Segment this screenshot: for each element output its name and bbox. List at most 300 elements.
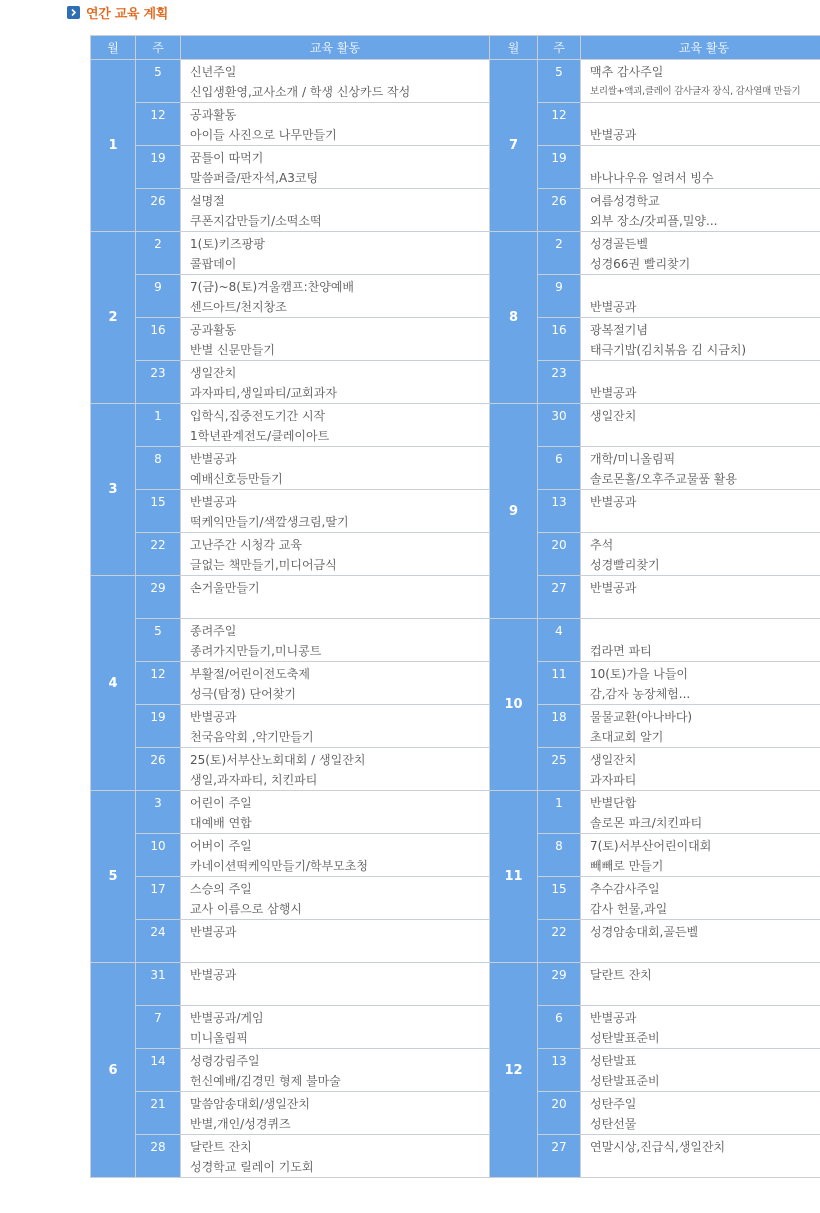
week-cell xyxy=(538,576,581,619)
activity-detail: 성경빨리찾기 xyxy=(590,558,660,572)
week-cell xyxy=(136,662,181,705)
week-cell xyxy=(538,146,581,189)
activity-title: 1(토)키즈팡팡 xyxy=(190,237,265,251)
activity-cell xyxy=(581,705,820,748)
activity-title: 광복절기념 xyxy=(590,323,648,337)
week-cell xyxy=(136,361,181,404)
week-cell xyxy=(538,404,581,447)
week-number: 29 xyxy=(551,968,567,982)
week-cell xyxy=(538,791,581,834)
activity-detail: 성극(탐정) 단어찾기 xyxy=(190,687,296,701)
week-cell xyxy=(538,275,581,318)
week-number: 20 xyxy=(551,1097,567,1111)
activity-title: 생일잔치 xyxy=(190,366,237,380)
activity-title: 반별공과/게임 xyxy=(190,1011,264,1025)
week-cell xyxy=(136,619,181,662)
activity-detail xyxy=(190,942,489,962)
table-row xyxy=(91,576,820,619)
week-number: 27 xyxy=(551,581,567,595)
activity-detail: 글없는 책만들기,미디어금식 xyxy=(190,558,337,572)
activity-title: 7(토)서부산어린이대회 xyxy=(590,839,712,853)
activity-title: 25(토)서부산노회대회 / 생일잔치 xyxy=(190,753,366,767)
week-number: 15 xyxy=(150,495,166,509)
week-cell xyxy=(136,834,181,877)
table-row xyxy=(91,404,820,447)
activity-detail: 교사 이름으로 삼행시 xyxy=(190,902,302,916)
week-number: 24 xyxy=(150,925,166,939)
activity-detail: 외부 장소/갓피플,밀양... xyxy=(590,214,718,228)
activity-detail: 말씀퍼즐/판자석,A3코팅 xyxy=(190,171,319,185)
week-number: 4 xyxy=(555,624,563,638)
activity-detail: 컵라면 파티 xyxy=(590,644,652,658)
week-number: 5 xyxy=(555,65,563,79)
week-number: 19 xyxy=(150,710,166,724)
activity-cell xyxy=(181,361,490,404)
week-number: 29 xyxy=(150,581,166,595)
week-cell xyxy=(538,361,581,404)
week-number: 9 xyxy=(555,280,563,294)
activity-detail: 과자파티 xyxy=(590,773,637,787)
week-cell xyxy=(136,1135,181,1178)
table-row xyxy=(91,619,820,662)
activity-cell xyxy=(581,404,820,447)
week-cell xyxy=(136,748,181,791)
activity-detail: 태극기밥(김치볶음 김 시금치) xyxy=(590,343,747,357)
week-number: 19 xyxy=(150,151,166,165)
activity-title: 반별공과 xyxy=(190,495,237,509)
activity-cell xyxy=(581,318,820,361)
activity-detail: 콜팝데이 xyxy=(190,257,237,271)
activity-cell xyxy=(581,1006,820,1049)
week-number: 23 xyxy=(150,366,166,380)
activity-detail: 헌신예배/김경민 형제 불마술 xyxy=(190,1074,341,1088)
activity-cell xyxy=(581,447,820,490)
table-row xyxy=(91,920,820,963)
table-row xyxy=(91,361,820,404)
table-row xyxy=(91,963,820,1006)
week-number: 26 xyxy=(150,194,166,208)
week-cell xyxy=(136,533,181,576)
activity-detail xyxy=(190,985,489,1005)
week-cell xyxy=(136,920,181,963)
week-number: 16 xyxy=(150,323,166,337)
activity-detail: 신입생환영,교사소개 / 학생 신상카드 작성 xyxy=(190,85,411,99)
activity-detail: 쿠폰지갑만들기/소떡소떡 xyxy=(190,214,322,228)
week-cell xyxy=(538,748,581,791)
activity-title: 성탄발표 xyxy=(590,1054,637,1068)
month-cell: 6 xyxy=(91,963,136,1178)
activity-cell xyxy=(581,920,820,963)
activity-detail: 반별 신문만들기 xyxy=(190,343,275,357)
activity-title: 반별공과 xyxy=(190,925,237,939)
activity-detail: 천국음악회 ,악기만들기 xyxy=(190,730,314,744)
table-row xyxy=(91,705,820,748)
activity-title: 종려주일 xyxy=(190,624,237,638)
activity-cell xyxy=(581,275,820,318)
activity-detail xyxy=(590,985,820,1005)
week-cell xyxy=(538,834,581,877)
activity-title: 반별공과 xyxy=(190,710,237,724)
table-row xyxy=(91,447,820,490)
month-cell: 9 xyxy=(490,404,538,619)
activity-detail xyxy=(190,598,489,618)
header-month: 월 xyxy=(91,36,136,60)
activity-cell xyxy=(581,877,820,920)
activity-title: 성경골든벨 xyxy=(590,237,648,251)
table-row xyxy=(91,318,820,361)
section-title xyxy=(67,4,168,20)
week-cell xyxy=(136,1092,181,1135)
chevron-right-icon xyxy=(67,6,80,19)
activity-title: 개학/미니올림픽 xyxy=(590,452,676,466)
activity-cell xyxy=(181,1006,490,1049)
week-number: 13 xyxy=(551,1054,567,1068)
activity-cell xyxy=(581,361,820,404)
activity-title: 달란트 잔치 xyxy=(190,1140,252,1154)
activity-detail: 아이들 사진으로 나무만들기 xyxy=(190,128,337,142)
activity-title: 달란트 잔치 xyxy=(590,968,652,982)
header-activity: 교육 활동 xyxy=(581,36,820,60)
activity-detail xyxy=(590,426,820,446)
week-cell xyxy=(136,791,181,834)
month-cell: 2 xyxy=(91,232,136,404)
header-month: 월 xyxy=(490,36,538,60)
week-number: 6 xyxy=(555,452,563,466)
week-cell xyxy=(538,705,581,748)
week-number: 2 xyxy=(154,237,162,251)
week-cell xyxy=(538,1135,581,1178)
activity-cell xyxy=(181,748,490,791)
week-cell xyxy=(538,232,581,275)
activity-title xyxy=(590,621,820,641)
week-cell xyxy=(538,189,581,232)
week-number: 26 xyxy=(150,753,166,767)
activity-cell xyxy=(181,404,490,447)
week-cell xyxy=(538,447,581,490)
week-cell xyxy=(538,920,581,963)
week-number: 15 xyxy=(551,882,567,896)
week-number: 21 xyxy=(150,1097,166,1111)
month-cell: 12 xyxy=(490,963,538,1178)
week-cell xyxy=(538,877,581,920)
week-number: 27 xyxy=(551,1140,567,1154)
week-number: 8 xyxy=(555,839,563,853)
week-number: 25 xyxy=(551,753,567,767)
activity-cell xyxy=(181,232,490,275)
activity-cell xyxy=(181,318,490,361)
activity-cell xyxy=(581,146,820,189)
week-cell xyxy=(136,963,181,1006)
week-number: 7 xyxy=(154,1011,162,1025)
activity-title: 공과활동 xyxy=(190,108,237,122)
table-row xyxy=(91,748,820,791)
week-number: 12 xyxy=(150,667,166,681)
activity-title xyxy=(590,363,820,383)
activity-cell xyxy=(581,1049,820,1092)
week-cell xyxy=(538,619,581,662)
activity-detail: 감사 헌물,과일 xyxy=(590,902,668,916)
activity-detail: 떡케익만들기/색깔생크림,딸기 xyxy=(190,515,349,529)
activity-title: 반별공과 xyxy=(590,581,637,595)
month-cell: 7 xyxy=(490,60,538,232)
activity-title: 추석 xyxy=(590,538,614,552)
activity-cell xyxy=(581,963,820,1006)
activity-title: 물물교환(아나바다) xyxy=(590,710,693,724)
page-title: 연간 교육 계획 xyxy=(86,6,168,22)
activity-detail xyxy=(590,942,820,962)
table-row xyxy=(91,189,820,232)
activity-detail: 초대교회 알기 xyxy=(590,730,664,744)
activity-detail: 성경학교 릴레이 기도회 xyxy=(190,1160,314,1174)
month-cell: 4 xyxy=(91,576,136,791)
week-number: 3 xyxy=(154,796,162,810)
activity-title: 추수감사주일 xyxy=(590,882,660,896)
week-cell xyxy=(136,318,181,361)
activity-title: 설명절 xyxy=(190,194,225,208)
activity-detail: 보리쌀+액괴,클레이 감사글자 장식, 감사열매 만들기 xyxy=(590,86,801,97)
week-number: 28 xyxy=(150,1140,166,1154)
week-cell xyxy=(136,103,181,146)
activity-detail: 반별,개인/성경퀴즈 xyxy=(190,1117,291,1131)
week-cell xyxy=(538,60,581,103)
week-number: 1 xyxy=(555,796,563,810)
activity-cell xyxy=(581,490,820,533)
activity-title: 손거울만들기 xyxy=(190,581,260,595)
activity-cell xyxy=(581,103,820,146)
activity-cell xyxy=(581,791,820,834)
week-number: 20 xyxy=(551,538,567,552)
table-row xyxy=(91,1092,820,1135)
week-cell xyxy=(136,1049,181,1092)
week-number: 23 xyxy=(551,366,567,380)
week-cell xyxy=(136,447,181,490)
activity-cell xyxy=(181,791,490,834)
week-number: 2 xyxy=(555,237,563,251)
activity-cell xyxy=(181,619,490,662)
week-number: 1 xyxy=(154,409,162,423)
activity-detail: 카네이션떡케익만들기/학부모초청 xyxy=(190,859,368,873)
activity-title: 신년주일 xyxy=(190,65,237,79)
activity-detail: 솔로몬 파크/치킨파티 xyxy=(590,816,703,830)
table-row xyxy=(91,60,820,103)
header-row xyxy=(91,36,820,60)
header-week: 주 xyxy=(136,36,181,60)
table-row xyxy=(91,275,820,318)
week-number: 6 xyxy=(555,1011,563,1025)
week-cell xyxy=(136,877,181,920)
activity-title: 생일잔치 xyxy=(590,409,637,423)
week-number: 30 xyxy=(551,409,567,423)
activity-detail: 감,감자 농장체험... xyxy=(590,687,691,701)
week-cell xyxy=(136,705,181,748)
activity-cell xyxy=(181,146,490,189)
activity-title: 맥추 감사주일 xyxy=(590,65,664,79)
activity-cell xyxy=(181,275,490,318)
activity-title xyxy=(590,148,820,168)
activity-detail: 바나나우유 얼려서 빙수 xyxy=(590,171,714,185)
activity-cell xyxy=(181,1135,490,1178)
activity-detail xyxy=(590,598,820,618)
activity-title: 스승의 주일 xyxy=(190,882,252,896)
activity-detail: 대예배 연합 xyxy=(190,816,252,830)
activity-cell xyxy=(181,576,490,619)
activity-detail: 빼빼로 만들기 xyxy=(590,859,664,873)
month-cell: 11 xyxy=(490,791,538,963)
activity-detail: 과자파티,생일파티/교회과자 xyxy=(190,386,337,400)
week-cell xyxy=(538,963,581,1006)
activity-cell xyxy=(181,705,490,748)
activity-detail: 종려가지만들기,미니콩트 xyxy=(190,644,322,658)
activity-title xyxy=(590,105,820,125)
activity-cell xyxy=(181,103,490,146)
week-number: 14 xyxy=(150,1054,166,1068)
week-number: 16 xyxy=(551,323,567,337)
activity-cell xyxy=(181,533,490,576)
activity-title: 반별공과 xyxy=(190,968,237,982)
week-cell xyxy=(136,1006,181,1049)
week-number: 12 xyxy=(551,108,567,122)
table-row xyxy=(91,1049,820,1092)
activity-cell xyxy=(181,1049,490,1092)
week-cell xyxy=(136,146,181,189)
annual-plan-table xyxy=(90,35,820,1178)
week-cell xyxy=(538,1006,581,1049)
activity-cell xyxy=(181,447,490,490)
week-number: 17 xyxy=(150,882,166,896)
activity-title: 반별공과 xyxy=(590,495,637,509)
activity-cell xyxy=(181,963,490,1006)
activity-cell xyxy=(181,877,490,920)
activity-title: 여름성경학교 xyxy=(590,194,660,208)
activity-title: 입학식,집중전도기간 시작 xyxy=(190,409,326,423)
activity-title: 반별공과 xyxy=(590,1011,637,1025)
activity-detail: 반별공과 xyxy=(590,386,637,400)
activity-cell xyxy=(181,920,490,963)
activity-cell xyxy=(581,533,820,576)
table-row xyxy=(91,490,820,533)
activity-detail: 성경66권 빨리찾기 xyxy=(590,257,691,271)
activity-detail xyxy=(590,512,820,532)
activity-title: 연말시상,진급식,생일잔치 xyxy=(590,1140,726,1154)
table-row xyxy=(91,791,820,834)
activity-detail: 반별공과 xyxy=(590,300,637,314)
activity-title: 고난주간 시청각 교육 xyxy=(190,538,302,552)
week-number: 11 xyxy=(551,667,567,681)
activity-detail: 미니올림픽 xyxy=(190,1031,248,1045)
week-number: 5 xyxy=(154,624,162,638)
week-number: 26 xyxy=(551,194,567,208)
activity-title: 공과활동 xyxy=(190,323,237,337)
week-cell xyxy=(136,404,181,447)
activity-cell xyxy=(181,189,490,232)
month-cell: 8 xyxy=(490,232,538,404)
activity-cell xyxy=(181,1092,490,1135)
activity-cell xyxy=(581,189,820,232)
week-cell xyxy=(136,232,181,275)
activity-cell xyxy=(581,1092,820,1135)
activity-cell xyxy=(581,662,820,705)
week-number: 22 xyxy=(150,538,166,552)
month-cell: 5 xyxy=(91,791,136,963)
activity-cell xyxy=(581,232,820,275)
month-cell: 1 xyxy=(91,60,136,232)
table-row xyxy=(91,1006,820,1049)
week-cell xyxy=(538,533,581,576)
header-activity: 교육 활동 xyxy=(181,36,490,60)
week-cell xyxy=(136,275,181,318)
activity-cell xyxy=(581,1135,820,1178)
activity-cell xyxy=(581,834,820,877)
activity-detail: 성탄발표준비 xyxy=(590,1031,660,1045)
table-row xyxy=(91,834,820,877)
header-week: 주 xyxy=(538,36,581,60)
activity-title: 어버이 주일 xyxy=(190,839,252,853)
activity-title: 성탄주일 xyxy=(590,1097,637,1111)
activity-title: 반별단합 xyxy=(590,796,637,810)
table-row xyxy=(91,877,820,920)
activity-title: 10(토)가을 나들이 xyxy=(590,667,688,681)
month-cell: 3 xyxy=(91,404,136,576)
activity-detail: 센드아트/천지창조 xyxy=(190,300,287,314)
week-number: 5 xyxy=(154,65,162,79)
activity-title: 말씀암송대회/생일잔치 xyxy=(190,1097,310,1111)
table-row xyxy=(91,533,820,576)
week-cell xyxy=(136,490,181,533)
activity-cell xyxy=(181,834,490,877)
activity-title xyxy=(590,277,820,297)
week-number: 22 xyxy=(551,925,567,939)
week-number: 18 xyxy=(551,710,567,724)
activity-title: 꿈틀이 따먹기 xyxy=(190,151,264,165)
activity-cell xyxy=(581,60,820,103)
week-number: 13 xyxy=(551,495,567,509)
week-cell xyxy=(136,189,181,232)
activity-detail xyxy=(590,1157,820,1177)
table-row xyxy=(91,146,820,189)
activity-title: 부활절/어린이전도축제 xyxy=(190,667,310,681)
table-row xyxy=(91,232,820,275)
activity-detail: 생일,과자파티, 치킨파티 xyxy=(190,773,318,787)
week-cell xyxy=(136,576,181,619)
table-row xyxy=(91,662,820,705)
activity-detail: 1학년관계전도/클레이아트 xyxy=(190,429,330,443)
week-number: 10 xyxy=(150,839,166,853)
activity-detail: 반별공과 xyxy=(590,128,637,142)
activity-title: 반별공과 xyxy=(190,452,237,466)
week-number: 31 xyxy=(150,968,166,982)
week-cell xyxy=(538,318,581,361)
activity-cell xyxy=(581,748,820,791)
week-cell xyxy=(136,60,181,103)
week-cell xyxy=(538,103,581,146)
activity-cell xyxy=(581,576,820,619)
activity-cell xyxy=(181,662,490,705)
table-row xyxy=(91,103,820,146)
activity-detail: 예배신호등만들기 xyxy=(190,472,283,486)
activity-cell xyxy=(181,60,490,103)
activity-title: 어린이 주일 xyxy=(190,796,252,810)
week-cell xyxy=(538,490,581,533)
activity-detail: 성탄선물 xyxy=(590,1117,637,1131)
activity-detail: 성탄발표준비 xyxy=(590,1074,660,1088)
activity-title: 7(금)~8(토)겨울캠프:찬양예배 xyxy=(190,280,355,294)
activity-cell xyxy=(181,490,490,533)
week-cell xyxy=(538,1049,581,1092)
week-number: 9 xyxy=(154,280,162,294)
week-cell xyxy=(538,662,581,705)
week-number: 12 xyxy=(150,108,166,122)
activity-title: 성령강림주일 xyxy=(190,1054,260,1068)
